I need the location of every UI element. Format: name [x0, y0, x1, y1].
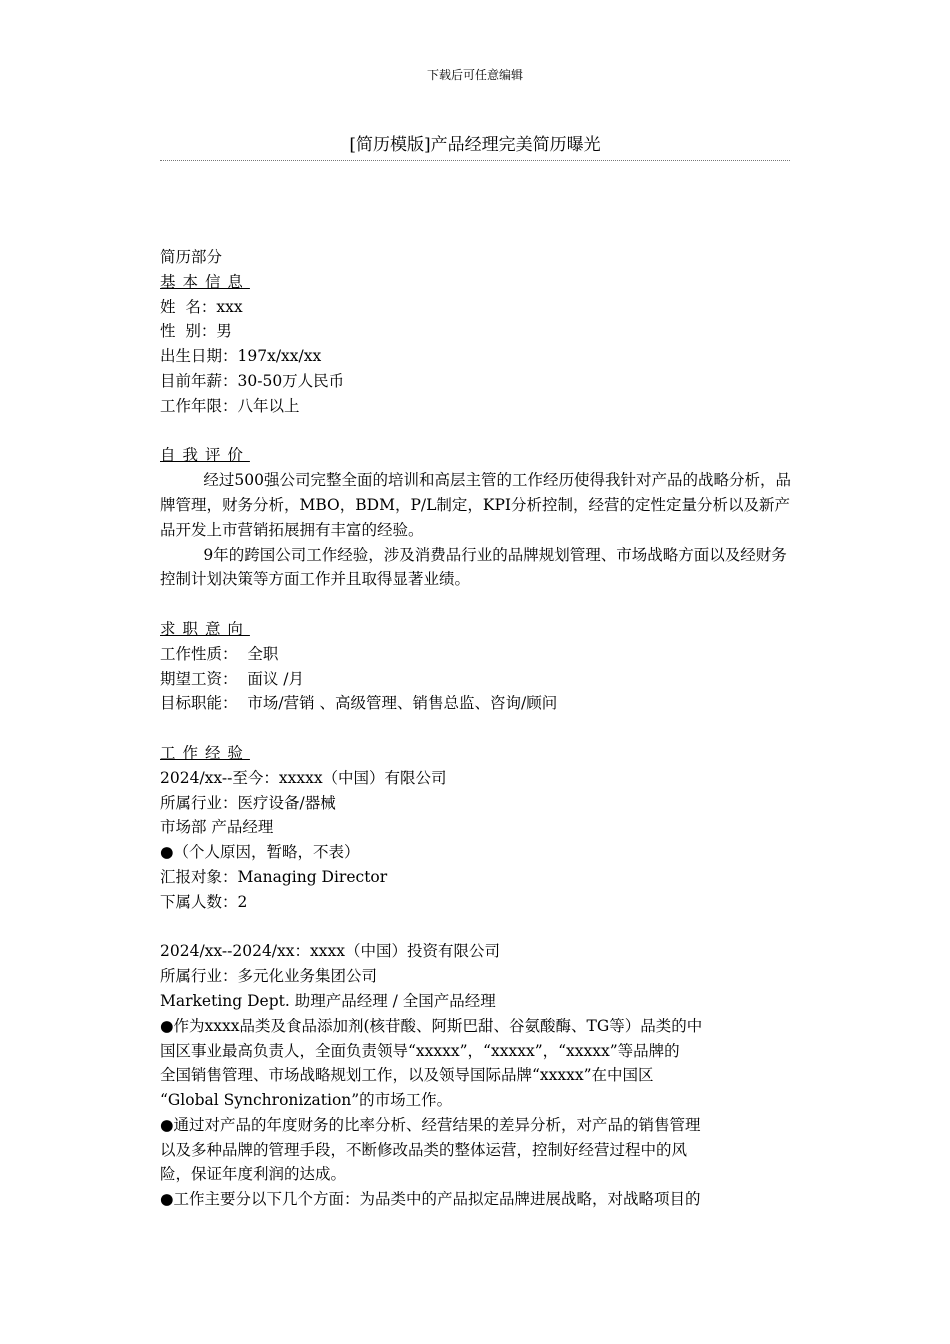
resume-section-label: 简历部分 — [160, 248, 223, 266]
title-divider — [160, 160, 790, 161]
job2-line: 所属行业：多元化业务集团公司 — [160, 967, 378, 986]
basic-info-salary: 目前年薪：30-50万人民币 — [160, 371, 345, 390]
self-evaluation-paragraph: 9年的跨国公司工作经验，涉及消费品行业的品牌规划管理、市场战略方面以及经财务控制计划决策等方面工作并且取得显著业绩。 — [160, 545, 787, 589]
job2-line: ●通过对产品的年度财务的比率分析、经营结果的差异分析，对产品的销售管理 — [160, 1115, 701, 1134]
job-intention-salary: 期望工资： 面议 /月 — [160, 669, 305, 688]
job2-line: ●工作主要分以下几个方面：为品类中的产品拟定品牌进展战略，对战略项目的 — [160, 1190, 701, 1209]
job1-line: 汇报对象：Managing Director — [160, 867, 388, 886]
job2-line: Marketing Dept. 助理产品经理 / 全国产品经理 — [160, 991, 496, 1010]
self-evaluation-paragraph: 经过500强公司完整全面的培训和高层主管的工作经历使得我针对产品的战略分析，品牌管理，财务分析，MBO，BDM，P/L制定，KPI分析控制，经营的定性定量分析以及新产品开发上市营销拓展拥有丰富的经验。 — [160, 471, 791, 539]
job-intention-heading: 求职意向 — [160, 619, 250, 638]
job1-line: 2024/xx--至今：xxxxx（中国）有限公司 — [160, 768, 447, 787]
basic-info-years: 工作年限：八年以上 — [160, 396, 300, 415]
job2-line: 全国销售管理、市场战略规划工作，以及领导国际品牌“xxxxx”在中国区 — [160, 1066, 654, 1085]
basic-info-birthdate: 出生日期：197x/xx/xx — [160, 347, 322, 366]
job2-line: 以及多种品牌的管理手段，不断修改品类的整体运营，控制好经营过程中的风 — [160, 1140, 688, 1159]
job2-line: 险，保证年度利润的达成。 — [160, 1165, 347, 1184]
basic-info-name: 姓 名：xxx — [160, 297, 243, 316]
self-evaluation-heading: 自我评价 — [160, 446, 250, 465]
document-title: [简历模版]产品经理完美简历曝光 — [349, 135, 601, 155]
job2-line: 2024/xx--2024/xx：xxxx（中国）投资有限公司 — [160, 942, 500, 961]
job2-line: “Global Synchronization”的市场工作。 — [160, 1091, 453, 1110]
resume-body — [160, 245, 792, 1212]
job1-line: 市场部 产品经理 — [160, 818, 274, 837]
job2-line: ●作为xxxx品类及食品添加剂(核苷酸、阿斯巴甜、谷氨酸酶、TG等）品类的中 — [160, 1016, 703, 1035]
job1-line: 下属人数：2 — [160, 892, 248, 911]
basic-info-gender: 性 别：男 — [160, 322, 232, 341]
job1-line: 所属行业：医疗设备/器械 — [160, 793, 336, 812]
job-intention-type: 工作性质： 全职 — [160, 644, 279, 663]
job2-line: 国区事业最高负责人，全面负责领导“xxxxx”，“xxxxx”，“xxxxx”等品牌的 — [160, 1041, 680, 1060]
job-intention-function: 目标职能： 市场/营销 、高级管理、销售总监、咨询/顾问 — [160, 694, 558, 713]
job1-line: ●（个人原因，暂略，不表） — [160, 843, 360, 862]
work-experience-heading: 工作经验 — [160, 743, 250, 762]
header-note: 下载后可任意编辑 — [426, 68, 523, 82]
basic-info-heading: 基本信息 — [160, 272, 250, 291]
